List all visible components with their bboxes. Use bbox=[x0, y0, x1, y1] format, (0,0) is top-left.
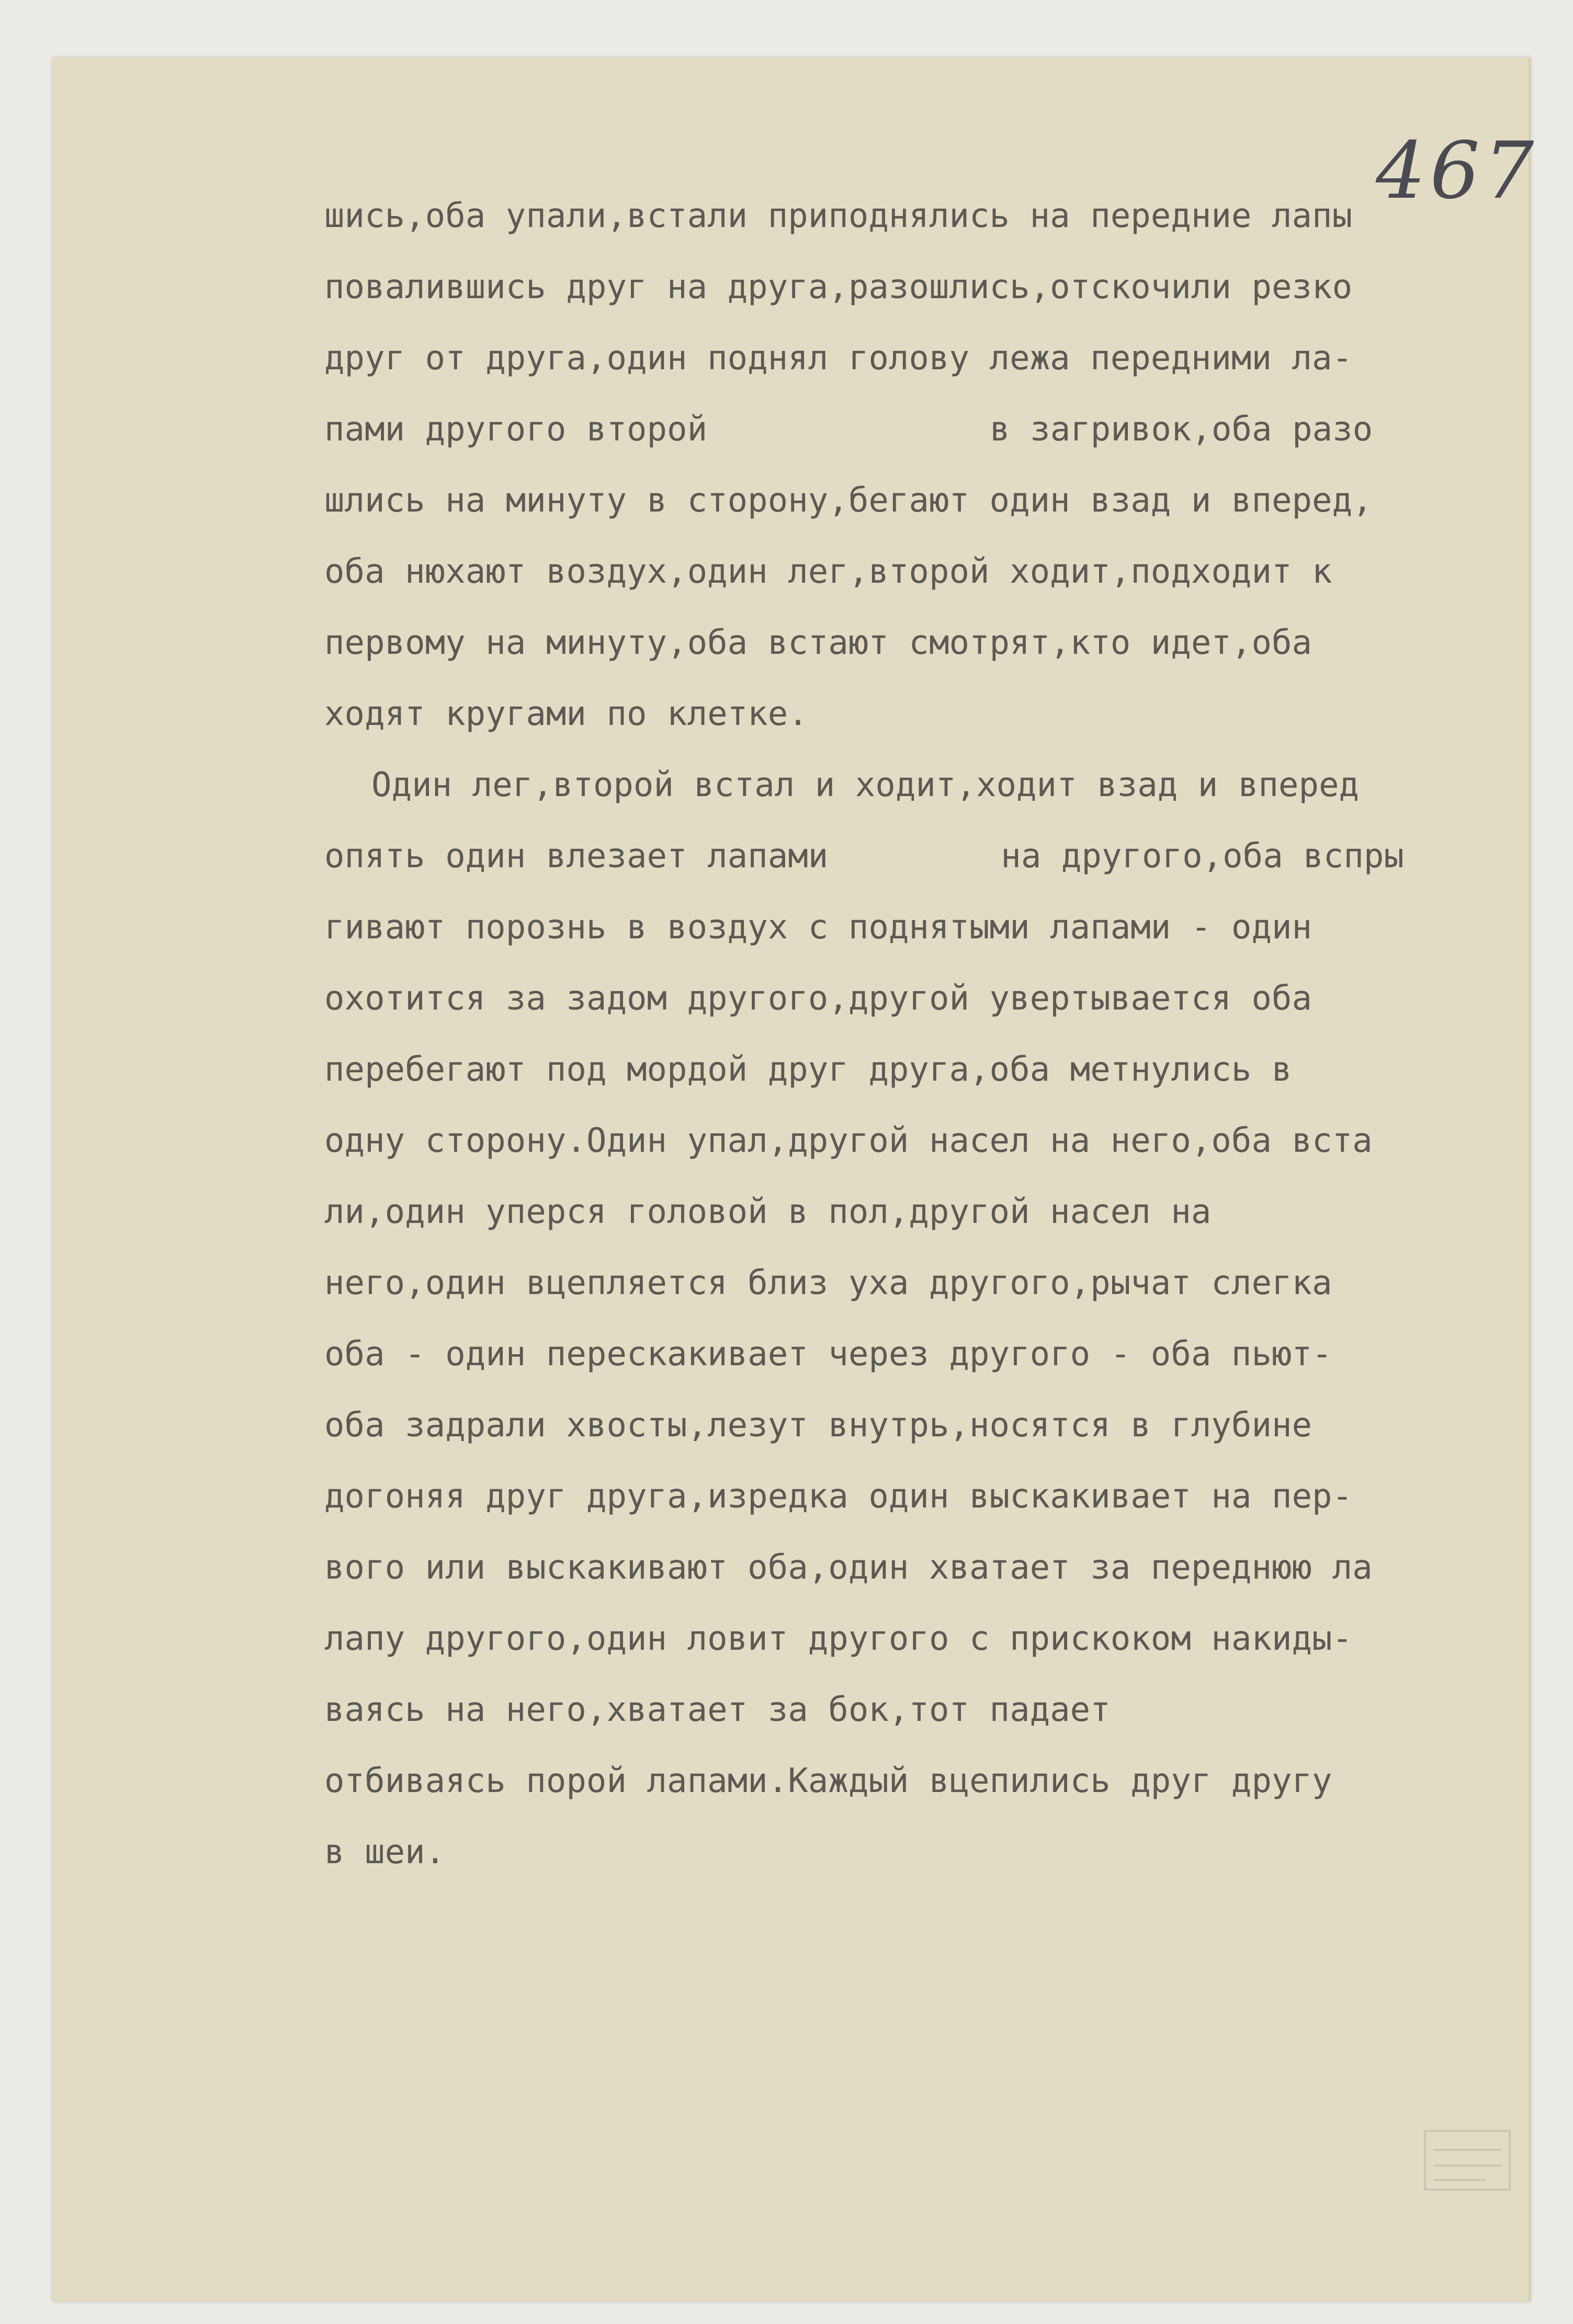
typewritten-text bbox=[324, 180, 1522, 1888]
text-line: повалившись друг на друга,разошлись,отскочили резко bbox=[324, 268, 1353, 307]
archive-stamp-mark bbox=[1423, 2129, 1512, 2192]
text-line: оба нюхают воздух,один лег,второй ходит,подходит к bbox=[324, 552, 1332, 591]
text-line: оба задрали хвосты,лезут внутрь,носятся в глубине bbox=[324, 1406, 1312, 1445]
text-line: ли,один уперся головой в пол,другой насел на bbox=[324, 1193, 1212, 1231]
text-line: в шеи. bbox=[324, 1833, 446, 1872]
text-line: первому на минуту,оба встают смотрят,кто идет,оба bbox=[324, 623, 1312, 662]
text-line: друг от друга,один поднял голову лежа передними ла- bbox=[324, 339, 1353, 378]
text-line: него,один вцепляется близ уха другого,рычат слегка bbox=[324, 1264, 1332, 1302]
page-number: 467 bbox=[1376, 126, 1538, 217]
text-line: вого или выскакивают оба,один хватает за переднюю ла bbox=[324, 1548, 1373, 1587]
text-fragment: ,оба разо bbox=[1191, 410, 1373, 449]
text-line bbox=[324, 394, 1522, 465]
text-line: шлись на минуту в сторону,бегают один взад и вперед, bbox=[324, 481, 1373, 520]
text-fragment: влезает лапами bbox=[546, 837, 829, 876]
text-line: отбиваясь порой лапами.Каждый вцепились друг другу bbox=[324, 1762, 1332, 1800]
text-line: лапу другого,один ловит другого с прискоком накиды- bbox=[324, 1619, 1353, 1658]
text-line: ваясь на него,хватает за бок,тот падает bbox=[324, 1691, 1111, 1729]
text-line: охотится за задом другого,другой увертывается оба bbox=[324, 979, 1312, 1018]
text-line: гивают порознь в воздух с поднятыми лапами - один bbox=[324, 908, 1312, 947]
text-line: шись,оба упали,встали приподнялись на передние лапы bbox=[324, 197, 1353, 235]
text-line: перебегают под мордой друг друга,оба метнулись в bbox=[324, 1050, 1292, 1089]
text-line bbox=[324, 821, 1522, 892]
text-fragment: на другого,оба вспры bbox=[1001, 837, 1404, 876]
text-line: одну сторону.Один упал,другой насел на него,оба вста bbox=[324, 1121, 1373, 1160]
text-line: оба - один перескакивает через другого - оба пьют- bbox=[324, 1335, 1332, 1374]
text-line: догоняя друг друга,изредка один выскакивает на пер- bbox=[324, 1477, 1353, 1516]
text-line: ходят кругами по клетке. bbox=[324, 695, 808, 733]
text-fragment: пами другого второй bbox=[324, 410, 708, 449]
text-fragment: опять один bbox=[324, 837, 526, 876]
text-line: Один лег,второй встал и ходит,ходит взад и вперед bbox=[371, 766, 1360, 804]
text-fragment: в загривок bbox=[990, 410, 1192, 449]
